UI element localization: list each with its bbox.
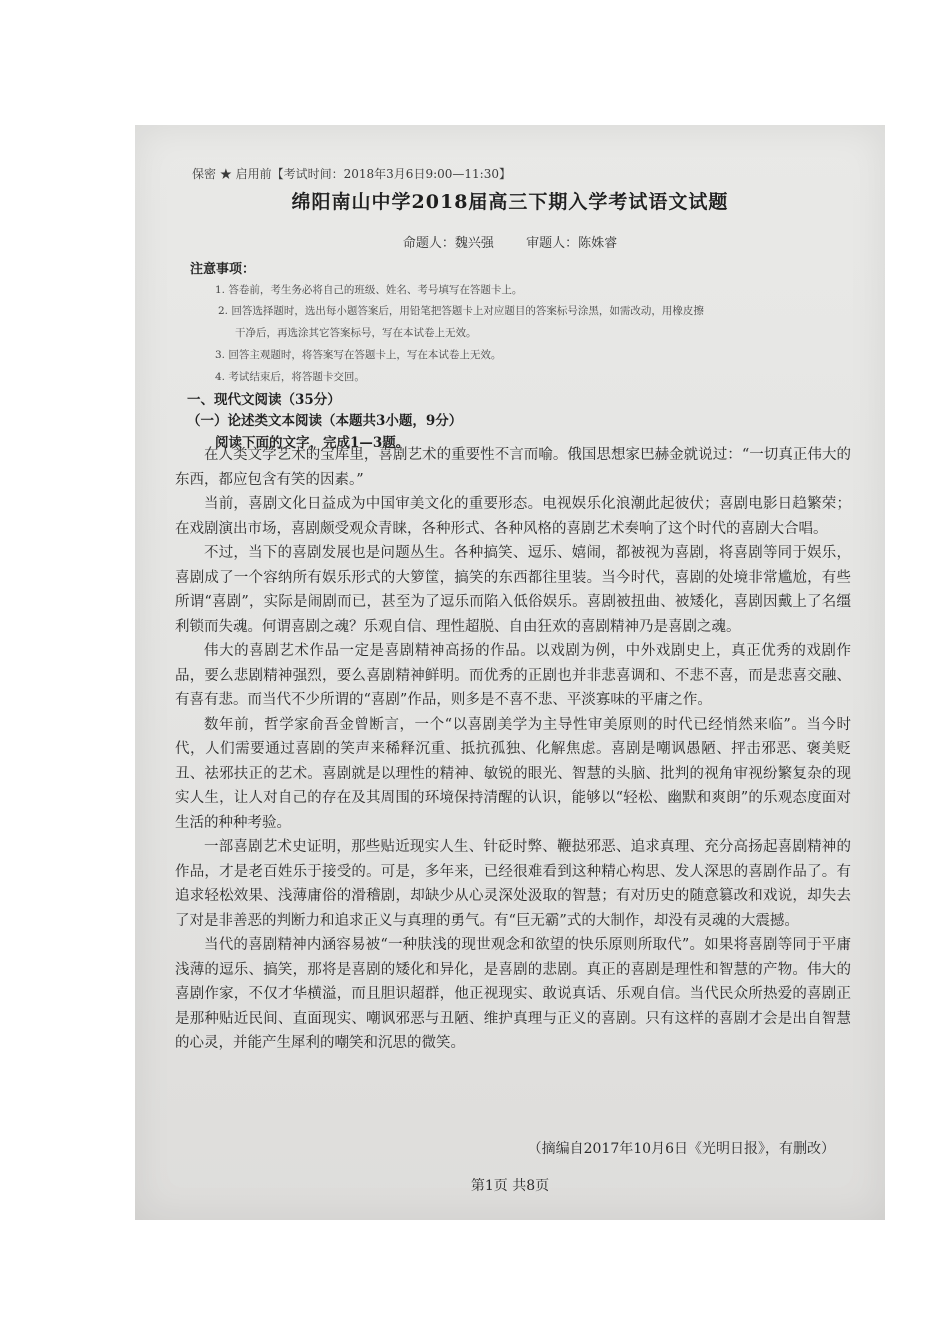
paragraph: 不过，当下的喜剧发展也是问题丛生。各种搞笑、逗乐、嬉闹，都被视为喜剧，将喜剧等同于娱乐，喜剧成了一个容纳所有娱乐形式的大箩筐，搞笑的东西都往里装。当今时代，喜剧的处境非常尴尬，有些所谓“喜剧”，实际是闹剧而已，甚至为了逗乐而陷入低俗娱乐。喜剧被扭曲、被矮化，喜剧因戴上了名缰利锁而失魂。何谓喜剧之魂？乐观自信、理性超脱、自由狂欢的喜剧精神乃是喜剧之魂。 — [175, 545, 851, 635]
section-heading: 一、现代文阅读（35分） — [187, 392, 341, 408]
notice-item: 1. 答卷前，考生务必将自己的班级、姓名、考号填写在答题卡上。 — [215, 284, 523, 296]
paragraph: 在人类文学艺术的宝库里，喜剧艺术的重要性不言而喻。俄国思想家巴赫金就说过：“一切真正伟大的东西，都应包含有笑的因素。” — [175, 447, 851, 488]
exam-title: 绵阳南山中学2018届高三下期入学考试语文试题 — [291, 191, 729, 213]
subsection-heading: （一）论述类文本阅读（本题共3小题，9分） — [187, 413, 463, 429]
page-number: 第1页 共8页 — [470, 1178, 550, 1194]
paragraph: 当前，喜剧文化日益成为中国审美文化的重要形态。电视娱乐化浪潮此起彼伏；喜剧电影日趋繁荣；在戏剧演出市场，喜剧颇受观众青睐，各种形式、各种风格的喜剧艺术奏响了这个时代的喜剧大合唱。 — [175, 496, 851, 537]
reviewer: 审题人：陈姝睿 — [526, 236, 618, 251]
reading-instruction: 阅读下面的文字，完成1—3题。 — [215, 435, 410, 451]
notice-item: 干净后，再选涂其它答案标号，写在本试卷上无效。 — [235, 327, 477, 339]
paragraph: 当代的喜剧精神内涵容易被“一种肤浅的现世观念和欲望的快乐原则所取代”。如果将喜剧等同于平庸浅薄的逗乐、搞笑，那将是喜剧的矮化和异化，是喜剧的悲剧。真正的喜剧是理性和智慧的产物。伟大的喜剧作家，不仅才华横溢，而且胆识超群，他正视现实、敢说真话、乐观自信。当代民众所热爱的喜剧正是那种贴近民间、直面现实、嘲讽邪恶与丑陋、维护真理与正义的喜剧。只有这样的喜剧才会是出自智慧的心灵，并能产生犀利的嘲笑和沉思的微笑。 — [175, 937, 851, 1051]
notice-item: 2. 回答选择题时，选出每小题答案后，用铅笔把答题卡上对应题目的答案标号涂黑，如需改动，用橡皮擦 — [218, 305, 704, 317]
notice-item: 4. 考试结束后，将答题卡交回。 — [215, 371, 365, 383]
setter: 命题人：魏兴强 — [402, 236, 494, 251]
confidential-line: 保密 ★ 启用前【考试时间：2018年3月6日9:00—11:30】 — [192, 167, 511, 181]
paragraph: 一部喜剧艺术史证明，那些贴近现实人生、针砭时弊、鞭挞邪恶、追求真理、充分高扬起喜剧精神的作品，才是老百姓乐于接受的。可是，多年来，已经很难看到这种精心构思、发人深思的喜剧作品了。有追求轻松效果、浅薄庸俗的滑稽剧，却缺少从心灵深处汲取的智慧；有对历史的随意篡改和戏说，却失去了对是非善恶的判断力和追求正义与真理的勇气。有“巨无霸”式的大制作，却没有灵魂的大震撼。 — [175, 839, 851, 929]
paragraph: 数年前，哲学家俞吾金曾断言，一个“以喜剧美学为主导性审美原则的时代已经悄然来临”。当今时代，人们需要通过喜剧的笑声来稀释沉重、抵抗孤独、化解焦虑。喜剧是嘲讽愚陋、抨击邪恶、褒美贬丑、祛邪扶正的艺术。喜剧就是以理性的精神、敏锐的眼光、智慧的头脑、批判的视角审视纷繁复杂的现实人生，让人对自己的存在及其周围的环境保持清醒的认识，能够以“轻松、幽默和爽朗”的乐观态度面对生活的种种考验。 — [175, 716, 851, 831]
exam-paper-sheet — [135, 125, 885, 1220]
notice-item: 3. 回答主观题时，将答案写在答题卡上，写在本试卷上无效。 — [215, 349, 502, 361]
article-source: （摘编自2017年10月6日《光明日报》，有删改） — [527, 1141, 835, 1157]
notice-heading: 注意事项： — [190, 262, 256, 277]
paragraph: 伟大的喜剧艺术作品一定是喜剧精神高扬的作品。以戏剧为例，中外戏剧史上，真正优秀的戏剧作品，要么悲剧精神强烈，要么喜剧精神鲜明。而优秀的正剧也并非悲喜调和、不悲不喜，而是悲喜交融、有喜有悲。而当代不少所谓的“喜剧”作品，则多是不喜不悲、平淡寡味的平庸之作。 — [175, 643, 851, 708]
article-body — [175, 443, 851, 1056]
authors-line — [135, 232, 885, 251]
